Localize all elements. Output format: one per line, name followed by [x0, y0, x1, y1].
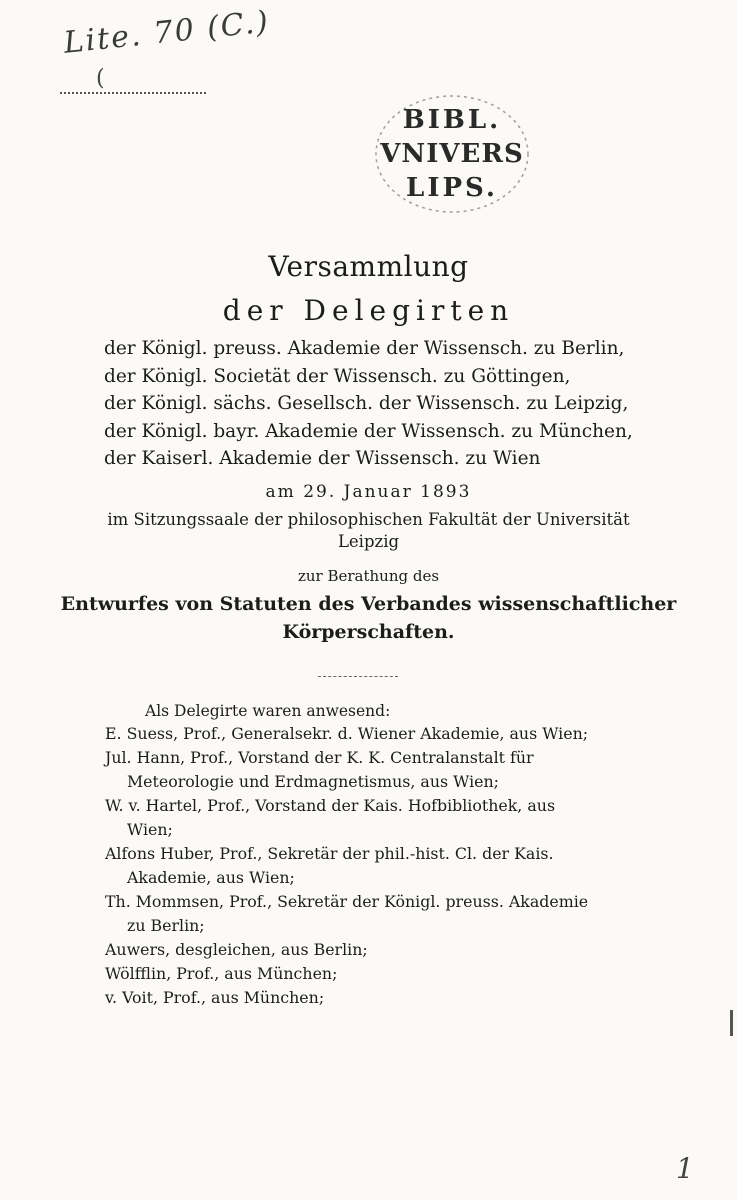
- section-divider: [318, 676, 398, 677]
- delegate-text: Wölfflin, Prof., aus München;: [105, 964, 338, 983]
- delegate-text: Auwers, desgleichen, aus Berlin;: [105, 940, 368, 959]
- academy-line: der Königl. Societät der Wissensch. zu Göttingen,: [104, 366, 571, 387]
- shelfmark-underline: [60, 92, 206, 94]
- purpose-line-2: Körperschaften.: [282, 621, 455, 643]
- academy-line: der Königl. preuss. Akademie der Wissensch. zu Berlin,: [104, 338, 625, 359]
- academy-line: der Königl. sächs. Gesellsch. der Wissensch. zu Leipzig,: [104, 393, 629, 414]
- library-stamp: [372, 92, 532, 216]
- delegate-text: Alfons Huber, Prof., Sekretär der phil.-hist. Cl. der Kais. Akademie, aus Wien;: [105, 844, 554, 887]
- delegate-entry: [105, 962, 605, 986]
- handwritten-page-number: 1: [676, 1152, 694, 1185]
- venue-line-1: im Sitzungssaale der philosophischen Fakultät der Universität: [107, 510, 630, 529]
- stamp-line-2: VNIVERS: [380, 139, 524, 169]
- academy-line: der Kaiserl. Akademie der Wissensch. zu Wien: [104, 448, 541, 469]
- delegate-text: Jul. Hann, Prof., Vorstand der K. K. Centralanstalt für Meteorologie und Erdmagnetismus, aus Wien;: [105, 748, 534, 791]
- academy-line: der Königl. bayr. Akademie der Wissensch. zu München,: [104, 421, 633, 442]
- delegates-intro: Als Delegirte waren anwesend:: [145, 702, 391, 720]
- meeting-date: am 29. Januar 1893: [265, 482, 472, 502]
- stamp-line-1: BIBL.: [402, 105, 502, 135]
- delegate-entry: [105, 794, 605, 842]
- delegate-text: v. Voit, Prof., aus München;: [105, 988, 325, 1007]
- delegate-text: W. v. Hartel, Prof., Vorstand der Kais. Hofbibliothek, aus Wien;: [105, 796, 556, 839]
- delegate-entry: [105, 746, 605, 794]
- document-subtitle: der Delegirten: [222, 294, 515, 327]
- document-title: Versammlung: [268, 250, 469, 283]
- purpose-line-1: Entwurfes von Statuten des Verbandes wissenschaftlicher: [60, 593, 677, 615]
- delegate-entry: [105, 938, 605, 962]
- delegate-entry: [105, 842, 605, 890]
- stamp-line-3: LIPS.: [406, 173, 498, 203]
- purpose-intro: zur Berathung des: [297, 567, 440, 585]
- delegate-entry: [105, 890, 605, 938]
- handwritten-hook: (: [96, 66, 105, 91]
- delegate-text: E. Suess, Prof., Generalsekr. d. Wiener Akademie, aus Wien;: [105, 724, 589, 743]
- venue-line-2: Leipzig: [337, 532, 400, 551]
- handwritten-shelfmark: Lite. 70 (C.): [62, 4, 272, 61]
- page-edge-mark: [730, 1010, 733, 1036]
- delegate-entry: [105, 986, 605, 1010]
- delegate-text: Th. Mommsen, Prof., Sekretär der Königl. preuss. Akademie zu Berlin;: [105, 892, 589, 935]
- delegate-entry: [105, 722, 605, 746]
